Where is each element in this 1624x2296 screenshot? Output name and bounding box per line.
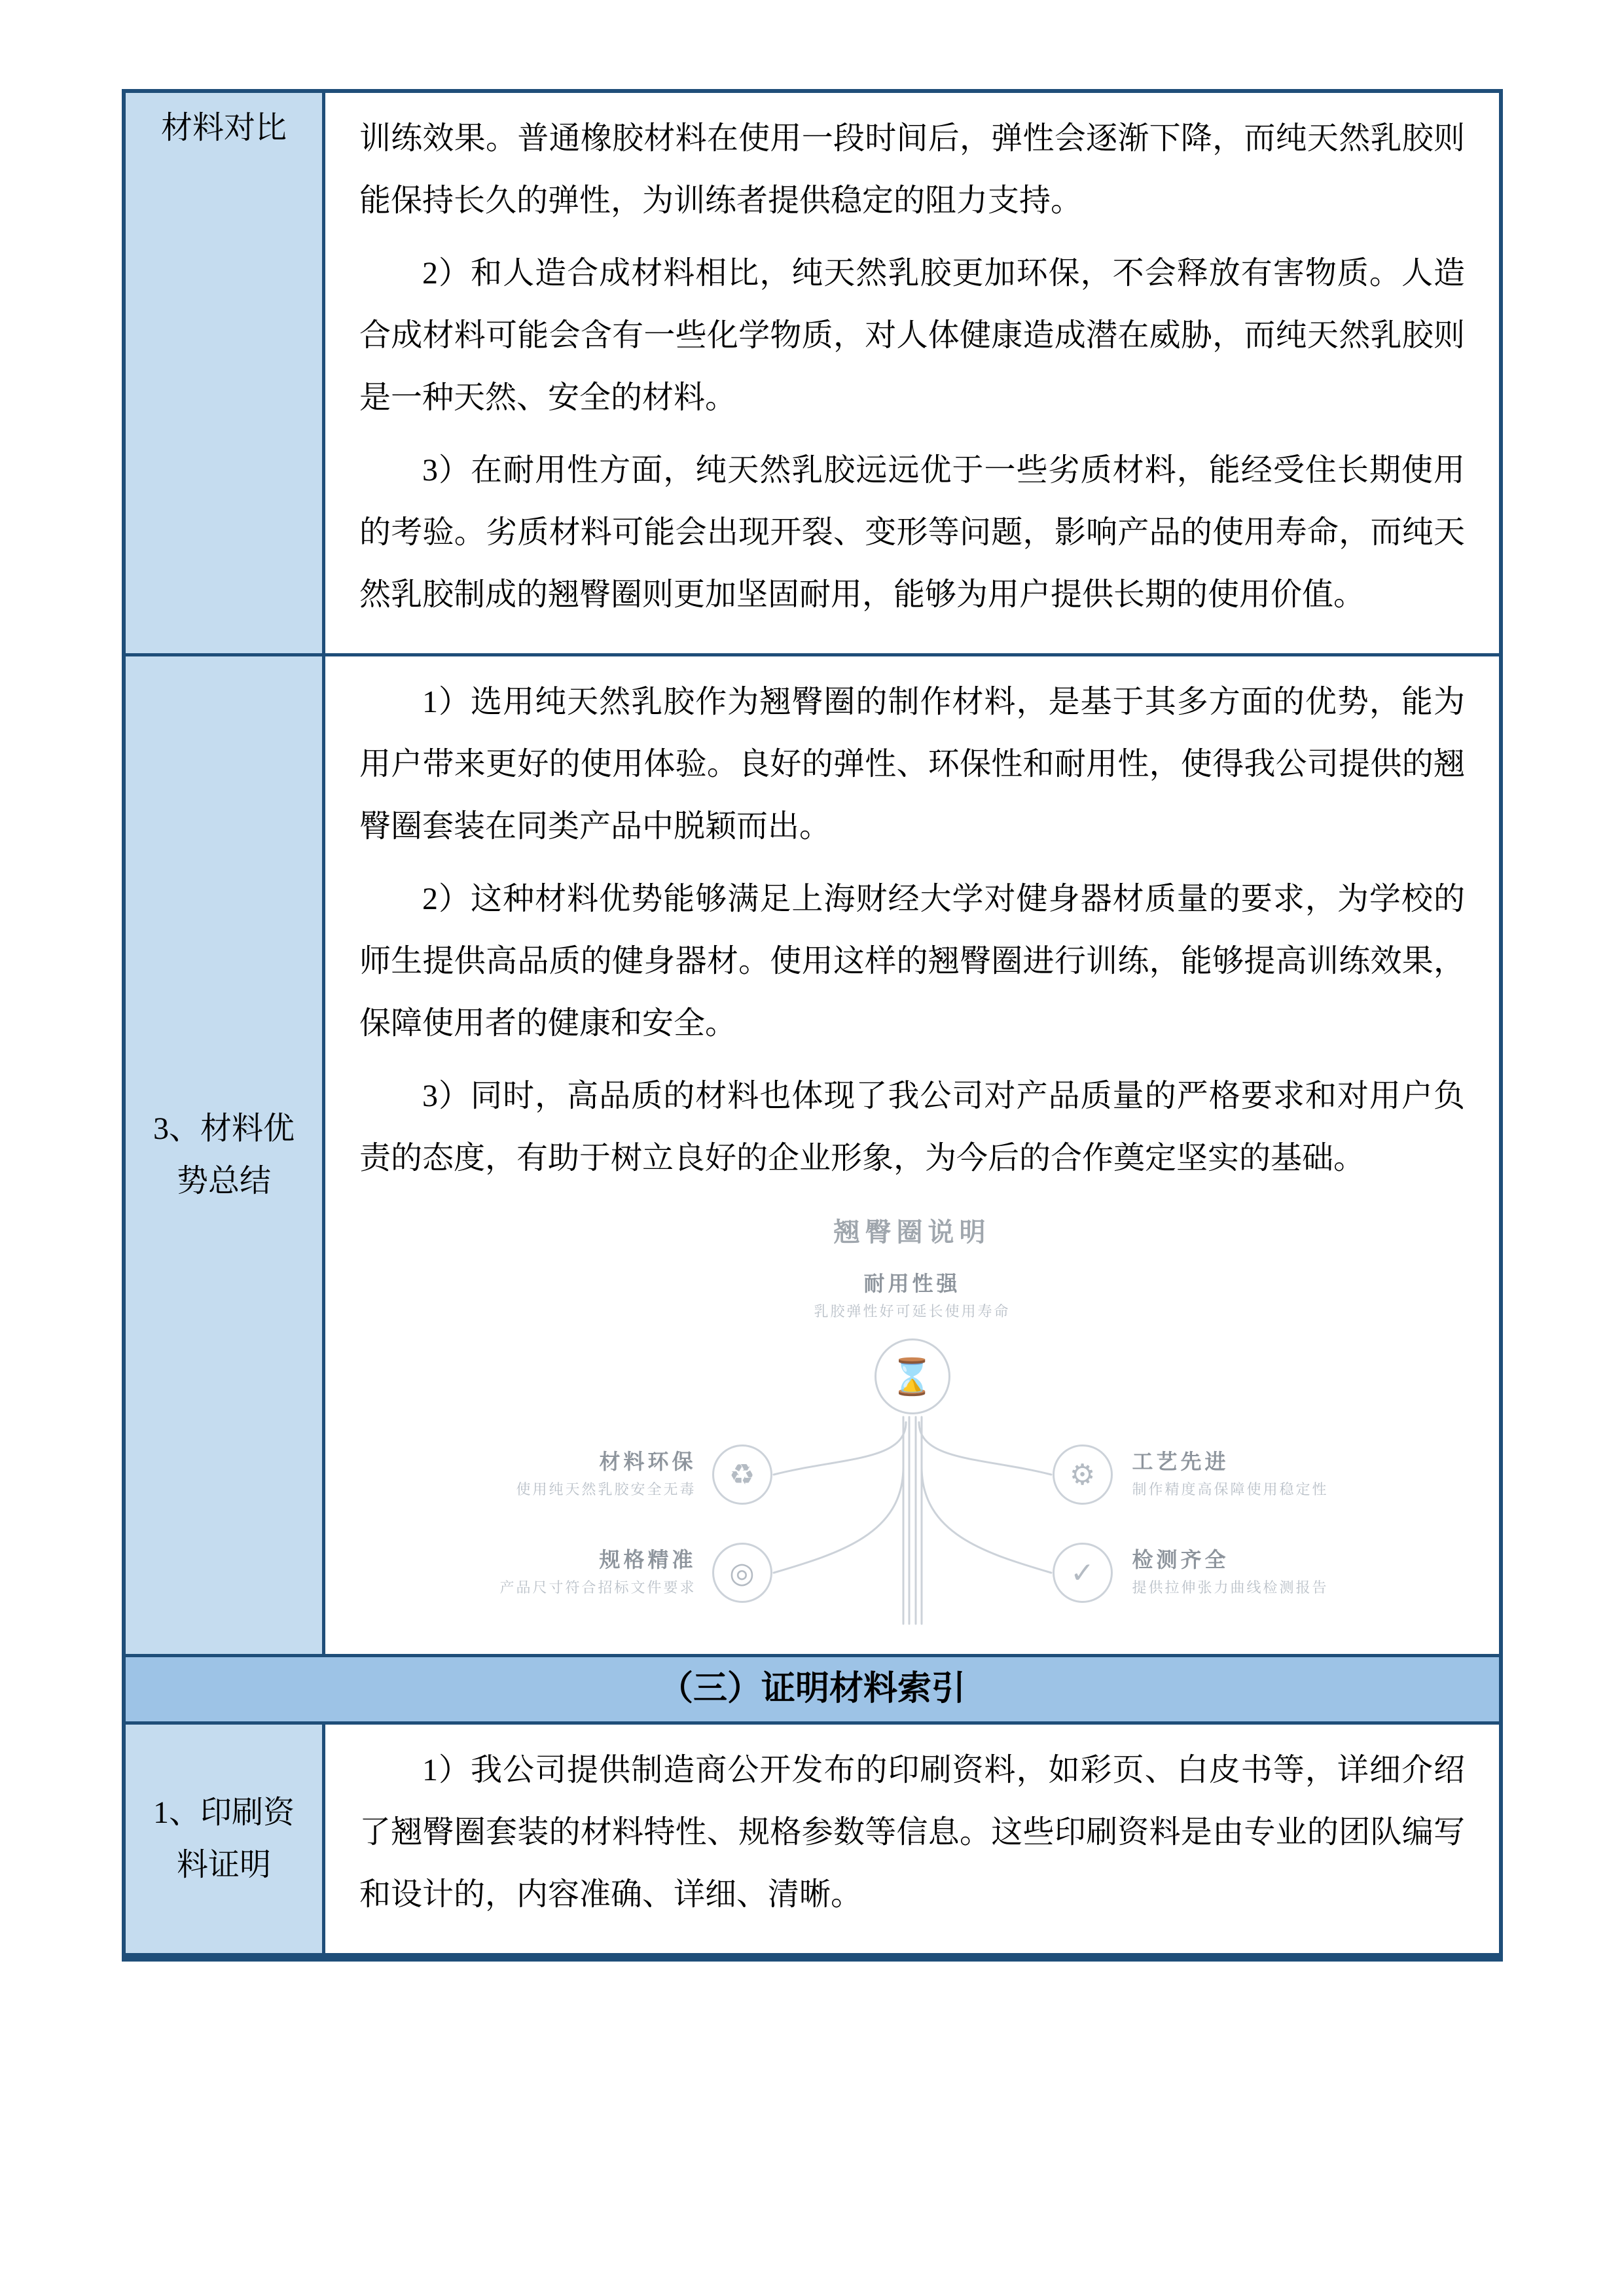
durability-circle	[875, 1338, 950, 1414]
row-label-cell-material-advantage	[126, 656, 325, 1654]
paragraph: 1）我公司提供制造商公开发布的印刷资料，如彩页、白皮书等，详细介绍了翘臀圈套装的材料特性、规格参数等信息。这些印刷资料是由专业的团队编写和设计的，内容准确、详细、清晰。	[359, 1753, 1465, 1912]
diagram-item-caption: 制作精度高保障使用稳定性	[1132, 1482, 1329, 1498]
precise-spec-circle	[712, 1543, 772, 1603]
paragraph: 3）在耐用性方面，纯天然乳胶远远优于一些劣质材料，能经受住长期使用的考验。劣质材料可能会出现开裂、变形等问题，影响产品的使用寿命，而纯天然乳胶制成的翘臀圈则更加坚固耐用，能够为用户提供长期的使用价值。	[359, 453, 1465, 612]
diagram-item-title: 工艺先进	[1132, 1449, 1229, 1474]
durability-icon: ⌛	[890, 1355, 935, 1397]
diagram-item-title: 规格精准	[599, 1547, 696, 1572]
row-body-print-materials	[325, 1725, 1499, 1953]
diagram-canvas	[415, 1270, 1410, 1637]
row-label-print-materials: 1、印刷资料证明	[153, 1795, 295, 1882]
diagram-item-caption: 提供拉伸张力曲线检测报告	[1132, 1580, 1329, 1596]
diagram-item-caption: 使用纯天然乳胶安全无毒	[516, 1482, 696, 1498]
row-label-cell-material-comparison	[126, 93, 325, 653]
table-row-material-advantage-summary	[126, 653, 1499, 1654]
paragraph: 2）和人造合成材料相比，纯天然乳胶更加环保，不会释放有害物质。人造合成材料可能会含有一些化学物质，对人体健康造成潜在威胁，而纯天然乳胶则是一种天然、安全的材料。	[359, 256, 1465, 415]
table-row-material-comparison	[126, 93, 1499, 653]
paragraph: 3）同时，高品质的材料也体现了我公司对产品质量的严格要求和对用户负责的态度，有助于树立良好的企业形象，为今后的合作奠定坚实的基础。	[359, 1079, 1465, 1175]
product-feature-diagram	[359, 1217, 1465, 1637]
diagram-item-eco-material	[461, 1448, 696, 1499]
row-label-material-advantage: 3、材料优势总结	[153, 1111, 295, 1198]
eco-material-circle	[712, 1444, 772, 1505]
bid-document-table	[122, 89, 1503, 1962]
advanced-craft-circle	[1053, 1444, 1113, 1505]
paragraph: 1）选用纯天然乳胶作为翘臀圈的制作材料，是基于其多方面的优势，能为用户带来更好的使用体验。良好的弹性、环保性和耐用性，使得我公司提供的翘臀圈套装在同类产品中脱颖而出。	[359, 685, 1465, 844]
diagram-center-label	[415, 1270, 1410, 1321]
diagram-item-advanced-craft	[1132, 1448, 1368, 1499]
full-testing-circle	[1053, 1543, 1113, 1603]
diagram-item-caption: 产品尺寸符合招标文件要求	[499, 1580, 696, 1596]
target-icon: ◎	[729, 1556, 755, 1590]
diagram-center-caption: 乳胶弹性好可延长使用寿命	[814, 1304, 1011, 1320]
diagram-center-title: 耐用性强	[863, 1271, 961, 1296]
paragraph: 训练效果。普通橡胶材料在使用一段时间后，弹性会逐渐下降，而纯天然乳胶则能保持长久的弹性，为训练者提供稳定的阻力支持。	[359, 121, 1465, 218]
diagram-item-title: 材料环保	[599, 1449, 696, 1474]
table-row-print-materials	[126, 1721, 1499, 1953]
row-label-cell-print-materials	[126, 1725, 325, 1953]
diagram-item-title: 检测齐全	[1132, 1547, 1229, 1572]
recycle-icon: ♻	[729, 1458, 755, 1492]
paragraph: 2）这种材料优势能够满足上海财经大学对健身器材质量的要求，为学校的师生提供高品质的健身器材。使用这样的翘臀圈进行训练，能够提高训练效果，保障使用者的健康和安全。	[359, 882, 1465, 1041]
checkmark-icon: ✓	[1070, 1556, 1094, 1590]
section-header-evidence-index: （三）证明材料索引	[126, 1654, 1499, 1721]
gear-icon: ⚙	[1069, 1458, 1096, 1492]
row-label-material-comparison: 材料对比	[160, 111, 287, 145]
diagram-item-full-testing	[1132, 1547, 1368, 1598]
row-body-material-advantage	[325, 656, 1499, 1654]
row-body-material-comparison	[325, 93, 1499, 653]
diagram-item-precise-spec	[461, 1547, 696, 1598]
diagram-title: 翘臀圈说明	[833, 1217, 991, 1247]
